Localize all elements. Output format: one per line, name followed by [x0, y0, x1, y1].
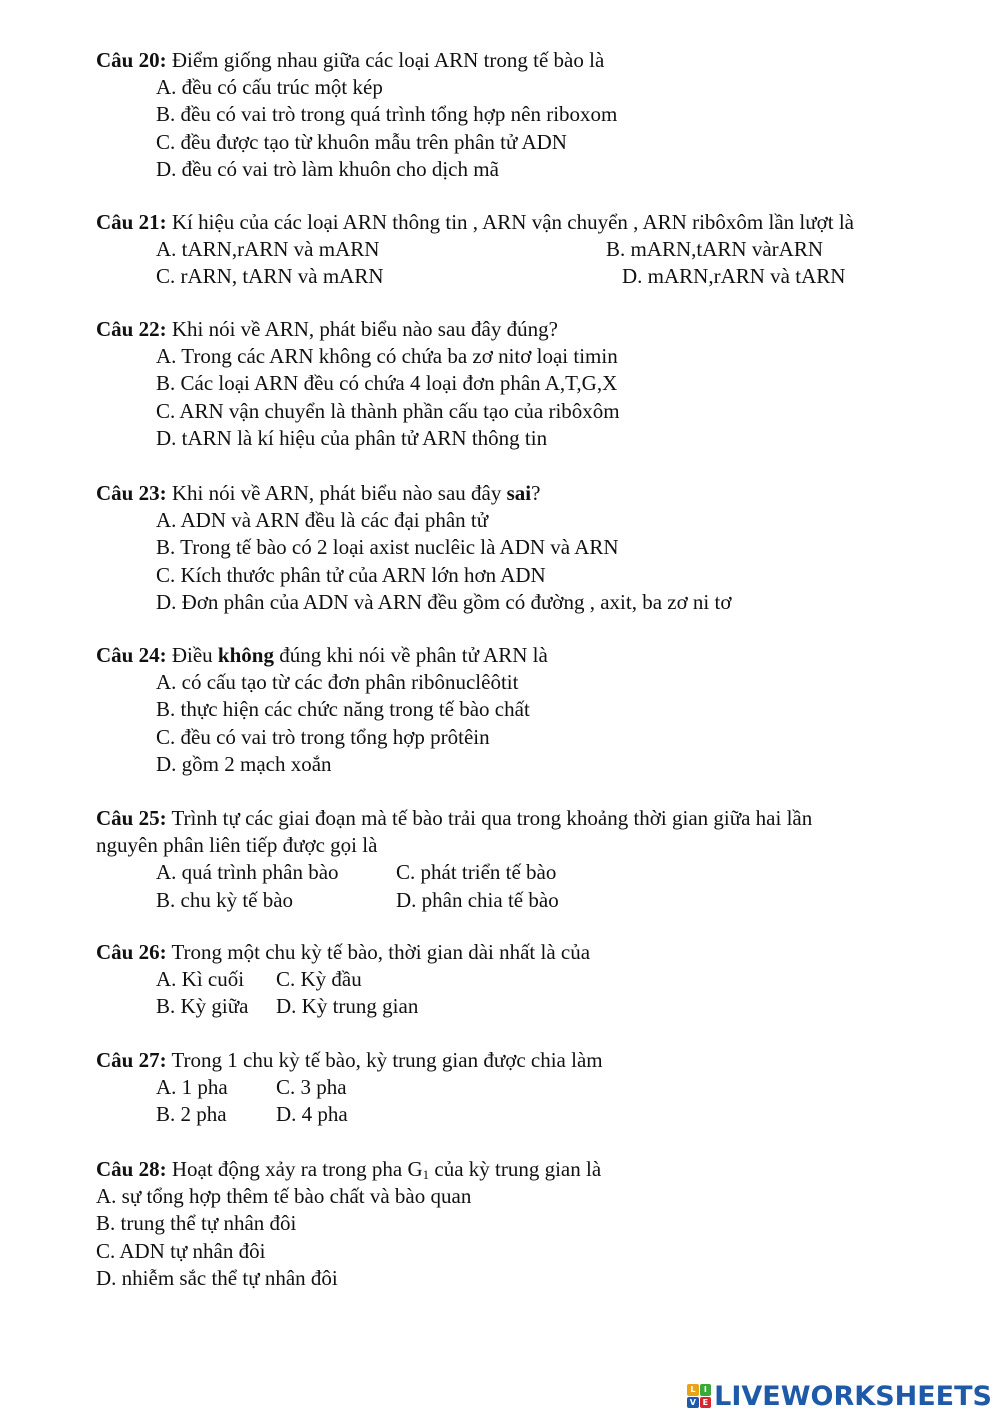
- option-20-d: D. đều có vai trò làm khuôn cho dịch mã: [156, 156, 499, 181]
- option-24-b: B. thực hiện các chức năng trong tế bào chất: [156, 697, 530, 722]
- logo-letter-v: V: [687, 1397, 699, 1409]
- option-28-c: C. ADN tự nhân đôi: [96, 1238, 266, 1263]
- question-23-stem: [96, 480, 952, 507]
- option-27-c: C. 3 pha: [276, 1075, 347, 1100]
- question-27-text: Trong 1 chu kỳ tế bào, kỳ trung gian được chia làm: [166, 1048, 603, 1072]
- option-25-c: C. phát triển tế bào: [396, 860, 557, 885]
- question-24: [96, 642, 952, 778]
- option-26-c: C. Kỳ đầu: [276, 967, 362, 992]
- question-20-text: Điểm giống nhau giữa các loại ARN trong tế bào là: [166, 48, 605, 72]
- question-25-row-1: [96, 859, 952, 886]
- question-27-row-1: [96, 1074, 952, 1101]
- option-26-a: A. Kì cuối: [156, 967, 245, 992]
- question-21-row-2: [96, 263, 952, 290]
- question-26-label: Câu 26:: [96, 940, 167, 964]
- question-26-row-2: [96, 993, 952, 1020]
- question-26: [96, 939, 952, 1021]
- question-23: [96, 480, 952, 616]
- option-22-d: D. tARN là kí hiệu của phân tử ARN thông tin: [156, 425, 548, 450]
- question-21: [96, 209, 952, 291]
- option-24-d: D. gồm 2 mạch xoắn: [156, 751, 332, 776]
- question-22: [96, 316, 952, 452]
- option-23-d: D. Đơn phân của ADN và ARN đều gồm có đường , axit, ba zơ ni tơ: [156, 589, 732, 614]
- option-23-b: B. Trong tế bào có 2 loại axist nuclêic là ADN và ARN: [156, 535, 619, 560]
- option-28-a: A. sự tổng hợp thêm tế bào chất và bào quan: [96, 1184, 472, 1209]
- question-24-text: Điều: [166, 643, 218, 667]
- logo-letter-i: I: [700, 1384, 712, 1396]
- question-28-text: Hoạt động xảy ra trong pha G: [166, 1157, 423, 1181]
- liveworksheets-logo[interactable]: [687, 1381, 992, 1411]
- question-21-label: Câu 21:: [96, 210, 167, 234]
- option-21-a: A. tARN,rARN và mARN: [156, 237, 380, 262]
- question-24-label: Câu 24:: [96, 643, 167, 667]
- question-21-stem: [96, 209, 952, 236]
- question-20-label: Câu 20:: [96, 48, 167, 72]
- question-26-row-1: [96, 966, 952, 993]
- question-25-text: Trình tự các giai đoạn mà tế bào trải qua trong khoảng thời gian giữa hai lần: [166, 806, 813, 830]
- question-27-label: Câu 27:: [96, 1048, 167, 1072]
- question-25-stem: [96, 805, 952, 832]
- question-28-stem: [96, 1156, 952, 1183]
- question-27: [96, 1047, 952, 1129]
- option-21-c: C. rARN, tARN và mARN: [156, 264, 384, 289]
- question-25-label: Câu 25:: [96, 806, 167, 830]
- option-23-a: A. ADN và ARN đều là các đại phân tử: [156, 508, 489, 533]
- question-27-stem: [96, 1047, 952, 1074]
- option-20-c: C. đều được tạo từ khuôn mẫu trên phân tử ADN: [156, 129, 567, 154]
- question-25-row-2: [96, 887, 952, 914]
- question-25-text-cont: nguyên phân liên tiếp được gọi là: [96, 833, 378, 858]
- option-20-b: B. đều có vai trò trong quá trình tổng hợp nên riboxom: [156, 102, 618, 127]
- option-28-d: D. nhiễm sắc thể tự nhân đôi: [96, 1265, 338, 1290]
- option-24-c: C. đều có vai trò trong tổng hợp prôtêin: [156, 724, 490, 749]
- question-28-label: Câu 28:: [96, 1157, 167, 1181]
- option-27-d: D. 4 pha: [276, 1102, 348, 1127]
- question-25: [96, 805, 952, 914]
- option-20-a: A. đều có cấu trúc một kép: [156, 75, 383, 100]
- question-23-label: Câu 23:: [96, 481, 167, 505]
- question-22-label: Câu 22:: [96, 317, 167, 341]
- option-21-d: D. mARN,rARN và tARN: [622, 264, 846, 289]
- option-21-b: B. mARN,tARN vàrARN: [606, 237, 824, 262]
- option-25-d: D. phân chia tế bào: [396, 887, 559, 912]
- question-21-row-1: [96, 236, 952, 263]
- question-23-emphasis: sai: [506, 481, 532, 505]
- logo-letter-l: L: [687, 1384, 699, 1396]
- question-22-text: Khi nói về ARN, phát biểu nào sau đây đúng?: [166, 317, 558, 341]
- question-21-text: Kí hiệu của các loại ARN thông tin , ARN vận chuyển , ARN ribôxôm lần lượt là: [166, 210, 854, 234]
- option-26-d: D. Kỳ trung gian: [276, 994, 419, 1019]
- option-28-b: B. trung thể tự nhân đôi: [96, 1211, 297, 1236]
- question-24-emphasis: không: [217, 643, 274, 667]
- question-20-stem: [96, 47, 952, 74]
- option-27-b: B. 2 pha: [156, 1102, 227, 1127]
- liveworksheets-logo-text: LIVEWORKSHEETS: [714, 1380, 992, 1412]
- question-28-text-end: của kỳ trung gian là: [429, 1157, 602, 1181]
- option-25-a: A. quá trình phân bào: [156, 860, 339, 885]
- question-20: [96, 47, 952, 183]
- option-22-b: B. Các loại ARN đều có chứa 4 loại đơn phân A,T,G,X: [156, 371, 618, 396]
- question-26-stem: [96, 939, 952, 966]
- question-24-text-end: đúng khi nói về phân tử ARN là: [273, 643, 548, 667]
- question-26-text: Trong một chu kỳ tế bào, thời gian dài nhất là của: [166, 940, 591, 964]
- option-24-a: A. có cấu tạo từ các đơn phân ribônuclêôtit: [156, 670, 519, 695]
- option-25-b: B. chu kỳ tế bào: [156, 887, 294, 912]
- question-24-stem: [96, 642, 952, 669]
- option-27-a: A. 1 pha: [156, 1075, 228, 1100]
- question-28-subscript: 1: [422, 1167, 430, 1182]
- option-22-a: A. Trong các ARN không có chứa ba zơ nitơ loại timin: [156, 344, 618, 369]
- question-23-text-end: ?: [531, 481, 541, 505]
- option-23-c: C. Kích thước phân tử của ARN lớn hơn ADN: [156, 562, 546, 587]
- option-22-c: C. ARN vận chuyển là thành phần cấu tạo của ribôxôm: [156, 398, 620, 423]
- question-22-stem: [96, 316, 952, 343]
- question-23-text: Khi nói về ARN, phát biểu nào sau đây: [166, 481, 507, 505]
- liveworksheets-logo-icon: [687, 1384, 711, 1408]
- question-28: [96, 1156, 952, 1292]
- logo-letter-e: E: [700, 1397, 712, 1409]
- option-26-b: B. Kỳ giữa: [156, 994, 249, 1019]
- question-27-row-2: [96, 1101, 952, 1128]
